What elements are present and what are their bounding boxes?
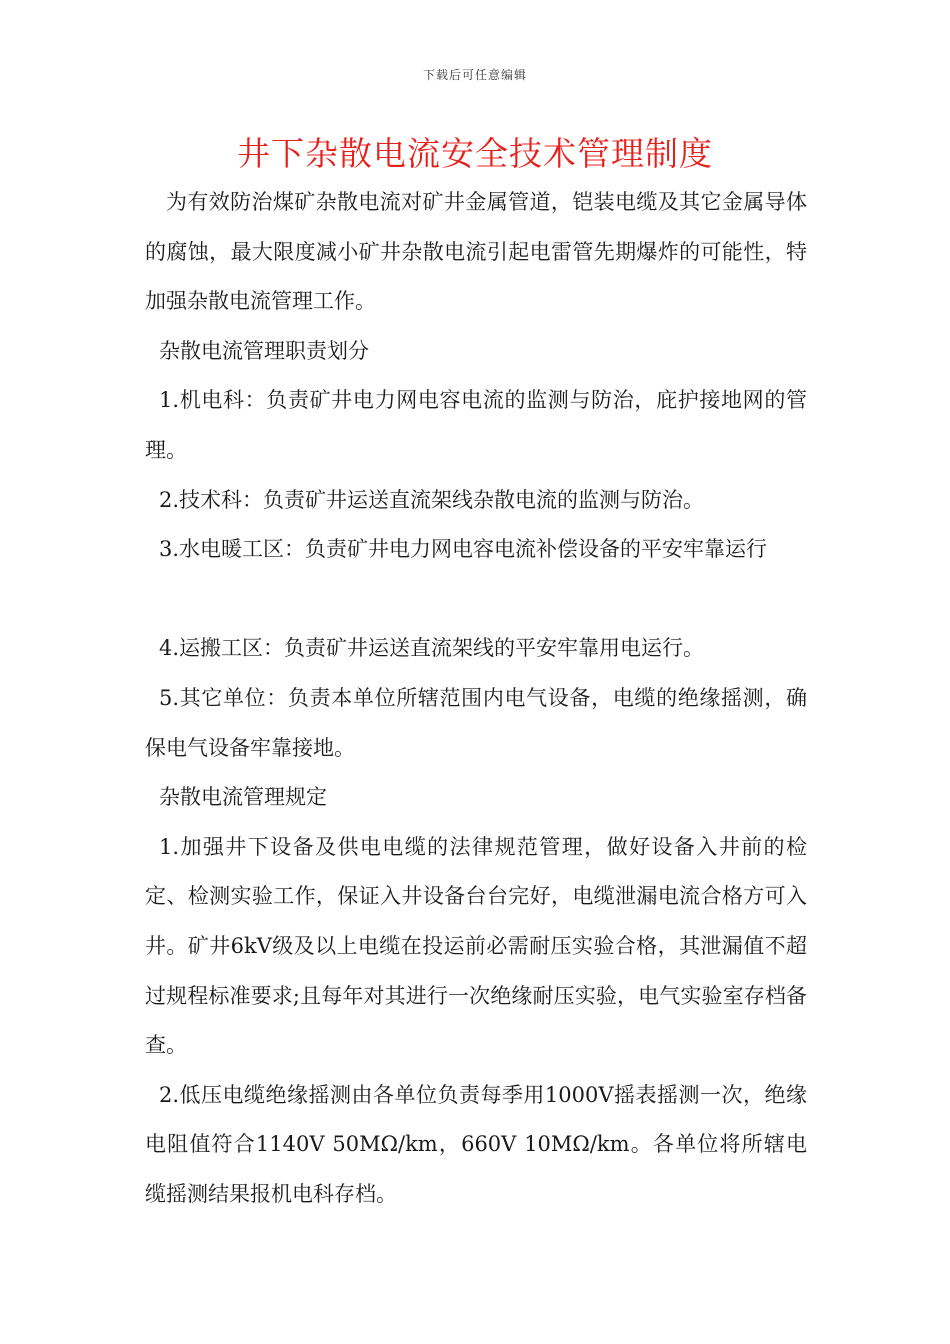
section-heading-regulations: 杂散电流管理规定	[159, 785, 327, 810]
list-item: 1.机电科：负责矿井电力网电容电流的监测与防治，庇护接地网的管理。	[145, 388, 807, 462]
list-item: 2.低压电缆绝缘摇测由各单位负责每季用1000V摇表摇测一次，绝缘电阻值符合1140V 50MΩ/km，660V 10MΩ/km。各单位将所辖电缆摇测结果报机电科存档。	[145, 1082, 807, 1206]
list-item: 5.其它单位：负责本单位所辖范围内电气设备，电缆的绝缘摇测，确保电气设备牢靠接地。	[145, 685, 807, 760]
header-note: 下载后可任意编辑	[422, 68, 527, 82]
document-body	[145, 178, 807, 1219]
document-title: 井下杂散电流安全技术管理制度	[237, 134, 713, 173]
list-item: 1.加强井下设备及供电电缆的法律规范管理，做好设备入井前的检定、检测实验工作，保证入井设备台台完好，电缆泄漏电流合格方可入井。矿井6kV级及以上电缆在投运前必需耐压实验合格，其泄漏值不超过规程标准要求;且每年对其进行一次绝缘耐压实验，电气实验室存档备查。	[145, 834, 807, 1058]
list-item: 2.技术科：负责矿井运送直流架线杂散电流的监测与防治。	[159, 487, 705, 512]
blank-line	[145, 575, 807, 625]
list-item: 4.运搬工区：负责矿井运送直流架线的平安牢靠用电运行。	[159, 636, 705, 661]
section-heading-responsibilities: 杂散电流管理职责划分	[159, 338, 369, 363]
intro-paragraph: 为有效防治煤矿杂散电流对矿井金属管道，铠装电缆及其它金属导体的腐蚀，最大限度减小矿井杂散电流引起电雷管先期爆炸的可能性，特加强杂散电流管理工作。	[145, 190, 807, 314]
list-item: 3.水电暖工区：负责矿井电力网电容电流补偿设备的平安牢靠运行	[159, 537, 768, 562]
